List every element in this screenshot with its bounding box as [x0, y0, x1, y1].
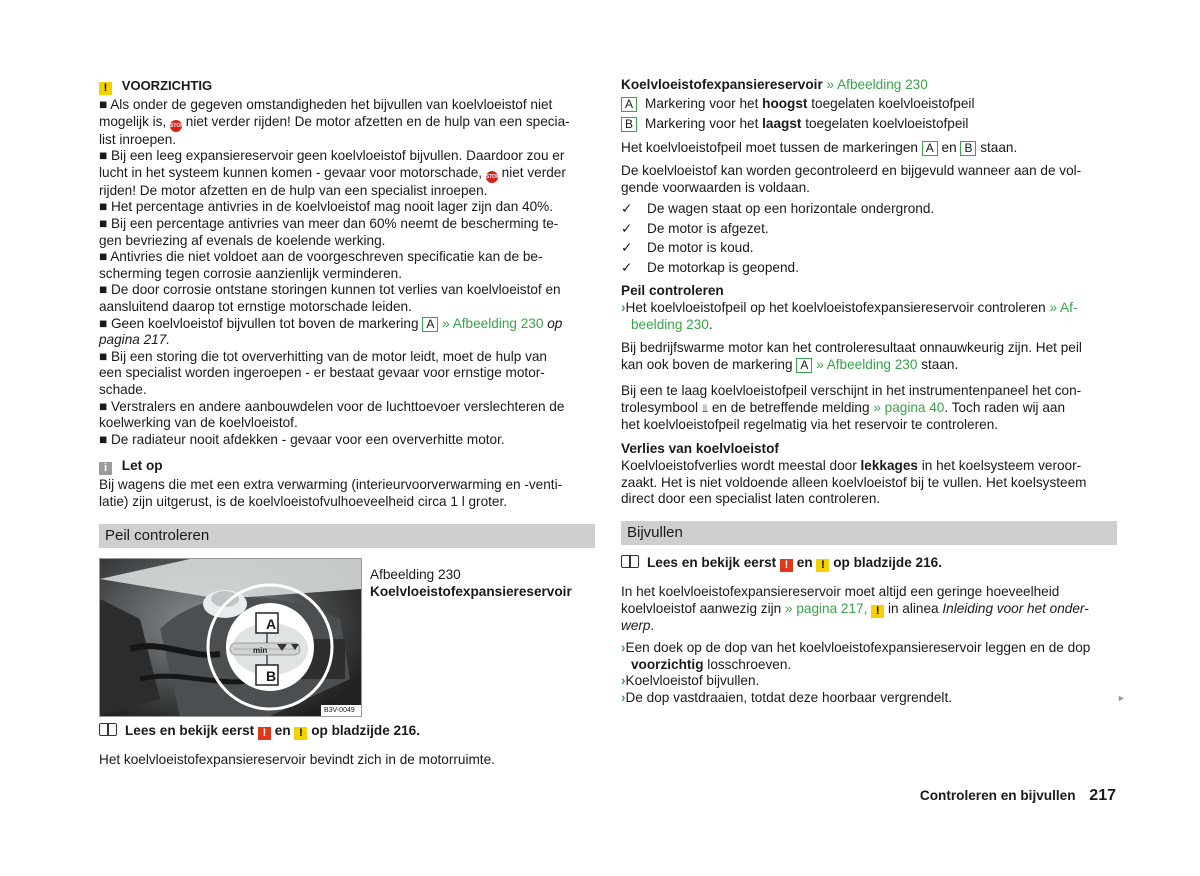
- book-icon: [621, 555, 639, 568]
- legend-a: A Markering voor het hoogst toegelaten koelvloeistofpeil: [621, 96, 974, 113]
- body-text: Het koelvloeistofexpansiereservoir bevindt zich in de motorruimte.: [99, 752, 495, 767]
- page-link[interactable]: » pagina 217,: [784, 600, 868, 616]
- page-number: 217: [1089, 787, 1116, 804]
- checklist-item: ✓ De wagen staat op een horizontale ondergrond.: [621, 199, 934, 219]
- warning-item: ■ Geen koelvloeistof bijvullen tot boven de markering A » Afbeelding 230 op pagina 217.: [99, 315, 563, 348]
- figure-link[interactable]: » Af-: [1049, 300, 1078, 315]
- marker-a-badge: A: [422, 317, 438, 332]
- warning-item: ■ De radiateur nooit afdekken - gevaar voor een oververhitte motor.: [99, 431, 505, 447]
- figure-link[interactable]: » Afbeelding 230: [826, 77, 928, 92]
- read-first-line: Lees en bekijk eerst ! en ! op bladzijde 216.: [99, 723, 420, 740]
- figure-link[interactable]: » Afbeelding 230: [442, 315, 544, 331]
- step-arrow-icon: ›: [621, 640, 626, 655]
- read-first-line: Lees en bekijk eerst ! en ! op bladzijde 216.: [621, 555, 942, 572]
- marker-a-badge: A: [621, 97, 637, 112]
- warning-heading: ! VOORZICHTIG: [99, 78, 212, 95]
- checklist-item: ✓ De motor is koud.: [621, 238, 934, 258]
- warning-item: ■ De door corrosie ontstane storingen kunnen tot verlies van koelvloeistof en aansluitend daarop tot ernstige motorschade leiden.: [99, 282, 561, 314]
- warning-icon: !: [871, 605, 884, 618]
- step-arrow-icon: ›: [621, 689, 626, 705]
- step-arrow-icon: ›: [621, 673, 626, 689]
- warning-item: ■ Als onder de gegeven omstandigheden het bijvullen van koelvloeistof niet mogelijk is, STOP niet verder rijden! De motor afzetten en de hulp van een specia- list inroepen.: [99, 97, 570, 147]
- engine-bay-illustration: [100, 559, 361, 716]
- stop-icon: STOP: [486, 171, 498, 183]
- warning-item: ■ Bij een storing die tot oververhitting van de motor leidt, moet de hulp van een specialist worden ingeroepen - er bestaat gevaar voor ernstige motor- schade.: [99, 348, 547, 397]
- section-heading-peil: Peil controleren: [99, 524, 595, 548]
- figure-marker-b: B: [265, 668, 277, 684]
- check-icon: ✓: [621, 201, 633, 216]
- note-heading: i Let op: [99, 458, 163, 475]
- coolant-warning-icon: ⫫: [701, 402, 709, 415]
- figure-link[interactable]: » Afbeelding 230: [816, 356, 918, 372]
- conditions-text: De koelvloeistof kan worden gecontroleerd en bijgevuld wanneer aan de vol- gende voorwaarden is voldaan.: [621, 163, 1082, 195]
- figure-marker-a: A: [265, 616, 277, 632]
- warning-list: [99, 97, 595, 448]
- marker-b-badge: B: [960, 141, 976, 156]
- marker-a-badge: A: [796, 358, 812, 373]
- warning-item: ■ Bij een leeg expansiereservoir geen koelvloeistof bijvullen. Daardoor zou er lucht in het systeem kunnen komen - gevaar voor motorschade, STOP niet verder rijden! De motor afzetten en de hulp van een specialist inroepen.: [99, 148, 566, 198]
- warning-item: ■ Antivries die niet voldoet aan de voorgeschreven specificatie kan de be- scherming tegen corrosie aanzienlijk verminderen.: [99, 249, 543, 281]
- checklist-item: ✓ De motor is afgezet.: [621, 219, 934, 239]
- step-arrow-icon: ›: [621, 300, 626, 315]
- fill-steps: [621, 640, 1117, 706]
- subheading-peil: Peil controleren: [621, 283, 724, 298]
- page-link[interactable]: » pagina 40: [873, 399, 945, 415]
- legend-b: B Markering voor het laagst toegelaten koelvloeistofpeil: [621, 116, 968, 133]
- fill-intro-text: In het koelvloeistofexpansiereservoir moet altijd een geringe hoeveelheid koelvloeistof aanwezig zijn » pagina 217, ! in alinea Inleiding voor het onder- werp.: [621, 584, 1089, 633]
- warm-engine-text: Bij bedrijfswarme motor kan het controleresultaat onnauwkeurig zijn. Het peil kan ook boven de markering A » Afbeelding 230 staan.: [621, 340, 1082, 372]
- page-footer: [900, 788, 1116, 805]
- warning-item: ■ Verstralers en andere aanbouwdelen voor de luchttoevoer verslechteren de koelwerking van de koelvloeistof.: [99, 398, 565, 431]
- check-icon: ✓: [621, 220, 633, 236]
- warning-item: ■ Het percentage antivries in de koelvloeistof mag nooit lager zijn dan 40%.: [99, 199, 554, 215]
- marker-b-badge: B: [621, 117, 637, 132]
- section-heading-bijvullen: Bijvullen: [621, 521, 1117, 545]
- stop-icon: STOP: [170, 120, 182, 132]
- marker-a-badge: A: [922, 141, 938, 156]
- info-icon: i: [99, 462, 112, 475]
- figure-caption: Afbeelding 230 Koelvloeistofexpansiereservoir: [370, 567, 572, 599]
- step-item: ›Koelvloeistof bijvullen.: [621, 673, 760, 689]
- continue-icon: ►: [1117, 693, 1126, 703]
- step-item: ›De dop vastdraaien, totdat deze hoorbaar vergrendelt.: [621, 689, 952, 705]
- figure-code: B3V-0049: [324, 707, 355, 714]
- low-level-text: Bij een te laag koelvloeistofpeil verschijnt in het instrumentenpaneel het con- trolesymbool ⫫ en de betreffende melding » pagina 40. Toch raden wij aan het koelvloeistofpeil regelmatig via het reservoir te controleren.: [621, 383, 1082, 433]
- chapter-title: Controleren en bijvullen: [919, 788, 1076, 803]
- subheading-verlies: Verlies van koelvloeistof: [621, 441, 779, 456]
- note-text: Bij wagens die met een extra verwarming (interieurvoorverwarming en -venti- latie) zijn uitgerust, is de koelvloeistofvulhoeveelheid circa 1 l groter.: [99, 477, 563, 509]
- engine-figure: [99, 558, 362, 717]
- danger-icon: !: [258, 727, 271, 740]
- check-icon: ✓: [621, 259, 633, 275]
- warning-icon: !: [99, 82, 112, 95]
- step-item: ›Een doek op de dop van het koelvloeistofexpansiereservoir leggen en de dop voorzichtig losschroeven.: [621, 640, 1091, 672]
- between-text: Het koelvloeistofpeil moet tussen de markeringen A en B staan.: [621, 140, 1018, 155]
- book-icon: [99, 723, 117, 736]
- warning-item: ■ Bij een percentage antivries van meer dan 60% neemt de bescherming te- gen bevriezing af evenals de koelende werking.: [99, 215, 559, 248]
- checklist: [621, 199, 934, 277]
- figure-link[interactable]: beelding 230: [631, 316, 709, 332]
- check-icon: ✓: [621, 240, 633, 255]
- step-check-level: ›Het koelvloeistofpeil op het koelvloeistofexpansiereservoir controleren » Af- beelding 230.: [621, 300, 1078, 332]
- warning-icon: !: [294, 727, 307, 740]
- figure-min-label: min: [253, 646, 268, 655]
- loss-text: Koelvloeistofverlies wordt meestal door lekkages in het koelsysteem veroor- zaakt. Het is niet voldoende alleen koelvloeistof bij te vullen. Het koelsysteem direct door een specialist laten controleren.: [621, 458, 1087, 507]
- danger-icon: !: [780, 559, 793, 572]
- reservoir-heading: Koelvloeistofexpansiereservoir » Afbeelding 230: [621, 77, 928, 92]
- checklist-item: ✓ De motorkap is geopend.: [621, 258, 934, 278]
- warning-icon: !: [816, 559, 829, 572]
